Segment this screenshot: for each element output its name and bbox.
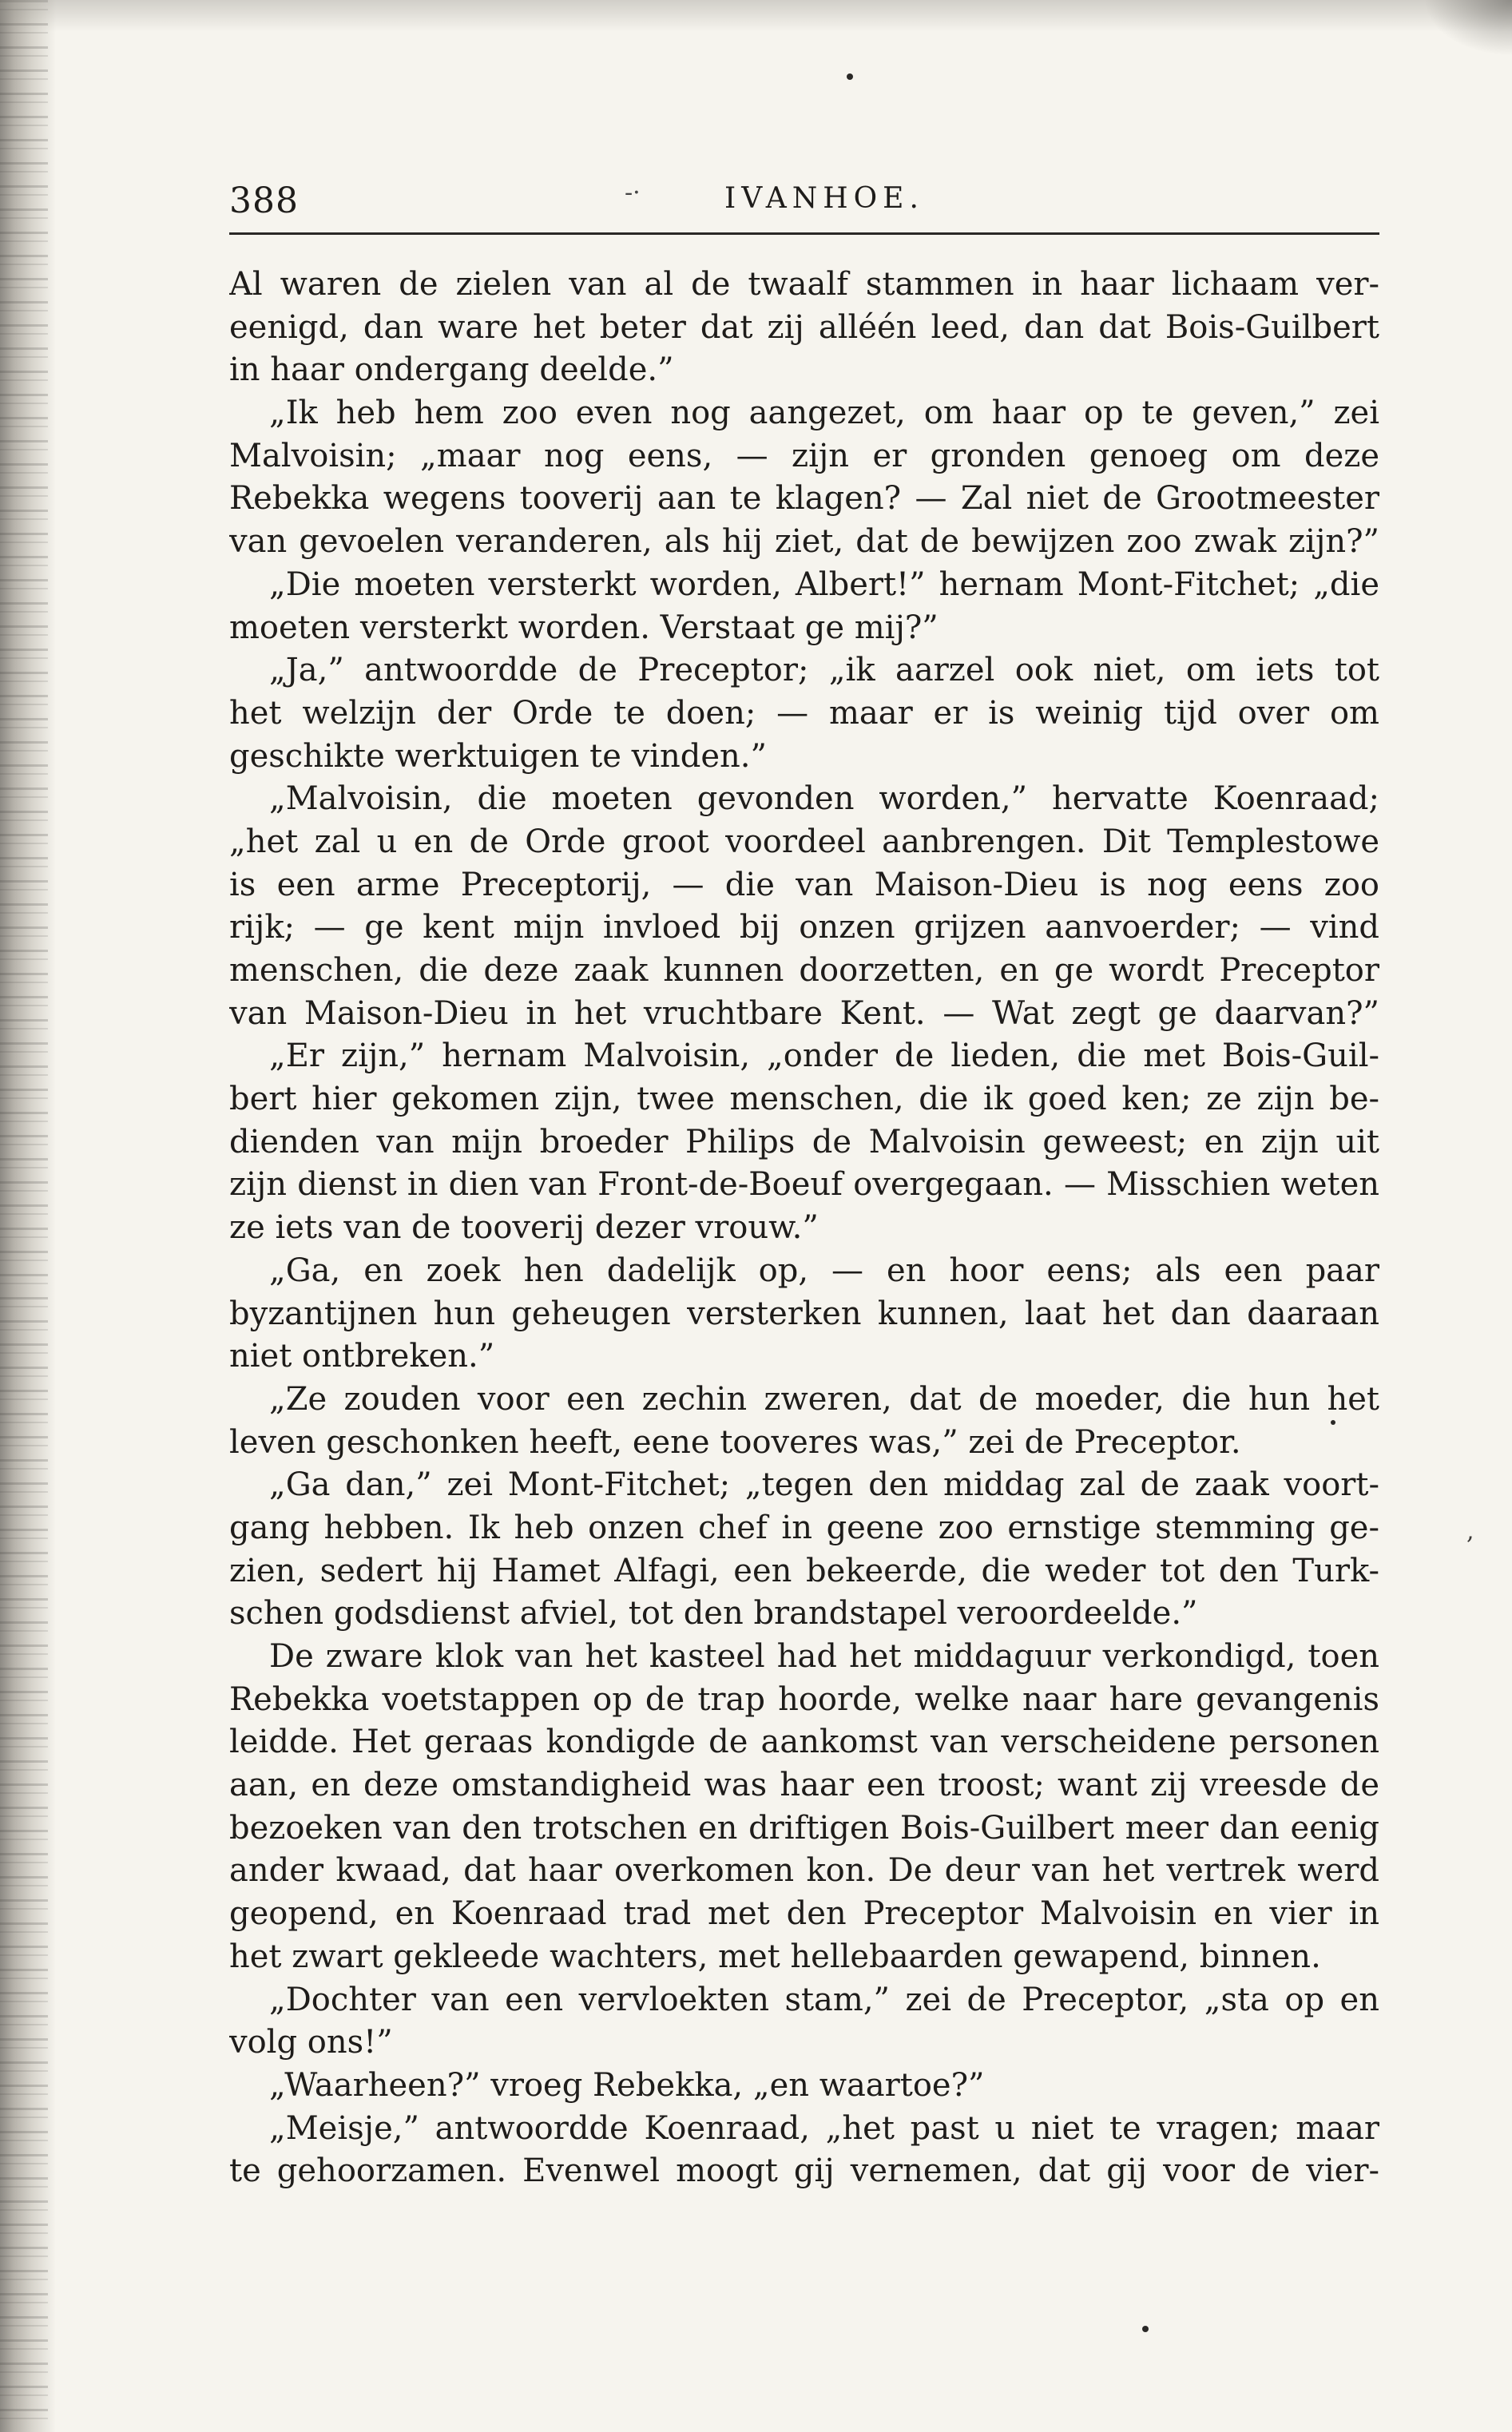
text-line: rijk; — ge kent mijn invloed bij onzen grijzen aanvoerder; — vind [229, 909, 1379, 946]
text-line: „Ga dan,” zei Mont-Fitchet; „tegen den middag zal de zaak voort- [269, 1466, 1379, 1504]
text-line: De zware klok van het kasteel had het middaguur verkondigd, toen [269, 1638, 1379, 1675]
text-line: niet ontbreken.” [229, 1338, 495, 1375]
text-line: in haar ondergang deelde.” [229, 351, 674, 389]
text-line: is een arme Preceptorij, — die van Maison-Dieu is nog eens zoo [229, 866, 1379, 903]
running-head [229, 174, 1379, 222]
text-line: dienden van mijn broeder Philips de Malvoisin geweest; en zijn uit [229, 1123, 1379, 1160]
text-line: bert hier gekomen zijn, twee menschen, die ik goed ken; ze zijn be- [229, 1081, 1379, 1118]
text-line: Rebekka wegens tooverij aan te klagen? — Zal niet de Grootmeester [229, 480, 1379, 518]
text-line: eenigd, dan ware het beter dat zij alléén leed, dan dat Bois-Guilbert [229, 308, 1379, 346]
margin-mark: , [1466, 1518, 1474, 1545]
text-line: gang hebben. Ik heb onzen chef in geene zoo ernstige stemming ge- [229, 1509, 1379, 1546]
text-line: bezoeken van den trotschen en driftigen Bois-Guilbert meer dan eenig [229, 1809, 1379, 1847]
text-line: „Dochter van een vervloekten stam,” zei de Preceptor, „sta op en [269, 1981, 1379, 2018]
text-line: Malvoisin; „maar nog eens, — zijn er gronden genoeg om deze [229, 437, 1379, 474]
text-line: byzantijnen hun geheugen versterken kunnen, laat het dan daaraan [229, 1295, 1379, 1332]
text-line: „Die moeten versterkt worden, Albert!” hernam Mont-Fitchet; „die [269, 565, 1379, 603]
text-line: geschikte werktuigen te vinden.” [229, 737, 767, 775]
text-line: Rebekka voetstappen op de trap hoorde, welke naar hare gevangenis [229, 1680, 1379, 1718]
text-line: zijn dienst in dien van Front-de-Boeuf overgegaan. — Misschien weten [229, 1166, 1379, 1204]
text-line: ander kwaad, dat haar overkomen kon. De deur van het vertrek werd [229, 1852, 1379, 1890]
text-line: te gehoorzamen. Evenwel moogt gij vernemen, dat gij voor de vier- [229, 2152, 1379, 2190]
text-line: „Ik heb hem zoo even nog aangezet, om haar op te geven,” zei [269, 395, 1379, 432]
text-line: van Maison-Dieu in het vruchtbare Kent. — Wat zegt ge daarvan?” [229, 994, 1379, 1032]
text-line: Al waren de zielen van al de twaalf stammen in haar lichaam ver- [229, 266, 1379, 303]
text-line: „Meisje,” antwoordde Koenraad, „het past u niet te vragen; maar [269, 2109, 1379, 2147]
text-line: van gevoelen veranderen, als hij ziet, dat de bewijzen zoo zwak zijn?” [229, 523, 1379, 561]
text-line: menschen, die deze zaak kunnen doorzetten, en ge wordt Preceptor [229, 952, 1379, 989]
header-ornament-mark: -· [625, 179, 641, 207]
text-line: ze iets van de tooverij dezer vrouw.” [229, 1209, 819, 1247]
text-line: „Er zijn,” hernam Malvoisin, „onder de lieden, die met Bois-Guil- [269, 1037, 1379, 1075]
running-title: IVANHOE. [724, 182, 924, 215]
text-line: „Ga, en zoek hen dadelijk op, — en hoor eens; als een paar [269, 1252, 1379, 1289]
text-line: schen godsdienst afviel, tot den brandstapel veroordeelde.” [229, 1595, 1198, 1633]
body-text [229, 264, 1379, 2193]
text-line: „Ze zouden voor een zechin zweren, dat de moeder, die hun het [269, 1380, 1379, 1418]
text-line: „Ja,” antwoordde de Preceptor; „ik aarzel ook niet, om iets tot [269, 652, 1379, 689]
text-line: moeten versterkt worden. Verstaat ge mij?” [229, 609, 939, 646]
text-line: het welzijn der Orde te doen; — maar er is weinig tijd over om [229, 694, 1379, 732]
text-line: „Malvoisin, die moeten gevonden worden,” hervatte Koenraad; [269, 780, 1379, 818]
corner-stain [1424, 0, 1512, 56]
print-speck [1142, 2326, 1149, 2332]
text-line: „Waarheen?” vroeg Rebekka, „en waartoe?” [269, 2066, 985, 2104]
text-line: zien, sedert hij Hamet Alfagi, een bekeerde, die weder tot den Turk- [229, 1552, 1379, 1589]
header-rule [229, 232, 1379, 235]
text-line: „het zal u en de Orde groot voordeel aanbrengen. Dit Templestowe [229, 823, 1379, 860]
print-speck [847, 73, 853, 80]
text-line: het zwart gekleede wachters, met hellebaarden gewapend, binnen. [229, 1938, 1321, 1975]
text-line: volg ons!” [229, 2024, 393, 2061]
text-line: geopend, en Koenraad trad met den Preceptor Malvoisin en vier in [229, 1895, 1379, 1933]
text-line: leidde. Het geraas kondigde de aankomst van verscheidene personen [229, 1724, 1379, 1761]
page-number: 388 [229, 181, 299, 221]
text-line: leven geschonken heeft, eene tooveres was,” zei de Preceptor. [229, 1423, 1241, 1461]
binding-speckle [0, 0, 48, 2432]
top-edge-shadow [0, 0, 1512, 32]
text-line: aan, en deze omstandigheid was haar een troost; want zij vreesde de [229, 1767, 1379, 1804]
